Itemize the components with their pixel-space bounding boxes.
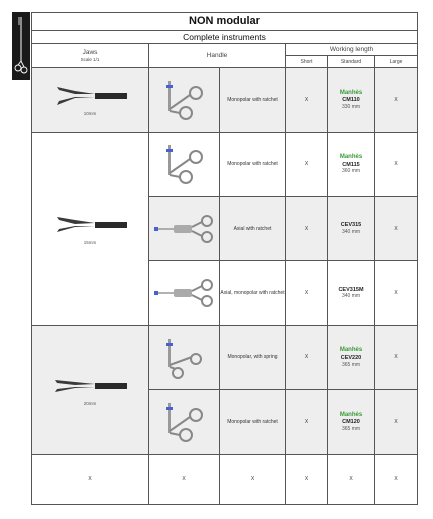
product-code: CM120: [342, 419, 360, 426]
axial-handle-icon: [152, 214, 216, 244]
jaw-cell-15mm: [32, 132, 149, 325]
handle-image-cell: [149, 68, 220, 132]
handle-image-cell: [149, 390, 220, 454]
sidebar-tab: [12, 12, 30, 80]
handle-description: Monopolar, with spring: [220, 325, 286, 389]
short-cell: X: [286, 325, 328, 389]
brand-label: Manhès: [339, 154, 363, 161]
length-value: 360 mm: [341, 168, 361, 175]
short-cell: X: [286, 132, 328, 196]
large-cell: X: [375, 261, 418, 325]
instrument-spec-table: [31, 12, 418, 505]
short-cell: X: [286, 197, 328, 261]
last-row-cell: X: [286, 454, 328, 504]
length-value: 330 mm: [341, 104, 361, 111]
product-code: CEV315: [340, 222, 362, 229]
jaw-size-label: 15mm: [83, 239, 97, 245]
length-value: 365 mm: [341, 426, 361, 433]
monopolar-spring-handle-icon: [156, 337, 212, 379]
header-standard: Standard: [328, 56, 375, 68]
large-cell: X: [375, 132, 418, 196]
large-cell: X: [375, 390, 418, 454]
header-working-length: Working length: [286, 44, 418, 56]
grasper-jaw-icon: [51, 373, 129, 399]
standard-cell: [328, 132, 375, 196]
jaw-size-label: 20mm: [83, 400, 97, 406]
last-row-cell: X: [32, 454, 149, 504]
product-code: CEV220: [340, 354, 362, 361]
scissors-instrument-icon: [14, 15, 28, 77]
page-title: NON modular: [32, 13, 418, 31]
jaw-cell-10mm: [32, 68, 149, 132]
page-subtitle: Complete instruments: [32, 31, 418, 44]
product-code: CM115: [342, 161, 360, 168]
standard-cell: [328, 390, 375, 454]
handle-description: Axial with ratchet: [220, 197, 286, 261]
short-cell: X: [286, 390, 328, 454]
monopolar-ratchet-handle-icon: [156, 401, 212, 443]
standard-cell: [328, 261, 375, 325]
handle-description: Monopolar with ratchet: [220, 68, 286, 132]
monopolar-ratchet-handle-icon: [156, 79, 212, 121]
large-cell: X: [375, 325, 418, 389]
product-code: CM110: [342, 97, 360, 104]
handle-image-cell: [149, 261, 220, 325]
brand-label: Manhès: [339, 89, 363, 96]
jaw-cell-20mm: [32, 325, 149, 454]
standard-cell: [328, 325, 375, 389]
length-value: 365 mm: [341, 361, 361, 368]
grasper-jaw-icon: [51, 83, 129, 109]
large-cell: X: [375, 68, 418, 132]
last-row-cell: X: [149, 454, 220, 504]
short-cell: X: [286, 68, 328, 132]
jaw-size-label: 10mm: [83, 111, 97, 117]
header-jaws-label: Jaws: [82, 48, 98, 56]
brand-label: Manhès: [339, 347, 363, 354]
header-handle: Handle: [149, 44, 286, 68]
large-cell: X: [375, 197, 418, 261]
header-short: Short: [286, 56, 328, 68]
monopolar-ratchet-handle-icon: [156, 143, 212, 185]
grasper-jaw-icon: [51, 212, 129, 238]
length-value: 340 mm: [341, 293, 361, 300]
short-cell: X: [286, 261, 328, 325]
last-row-cell: X: [375, 454, 418, 504]
length-value: 340 mm: [341, 229, 361, 236]
last-row-cell: X: [328, 454, 375, 504]
handle-description: Monopolar with ratchet: [220, 390, 286, 454]
standard-cell: [328, 68, 375, 132]
handle-image-cell: [149, 325, 220, 389]
handle-image-cell: [149, 197, 220, 261]
header-large: Large: [375, 56, 418, 68]
axial-handle-icon: [152, 278, 216, 308]
brand-label: Manhès: [339, 411, 363, 418]
handle-description: Axial, monopolar with ratchet: [220, 261, 286, 325]
handle-image-cell: [149, 132, 220, 196]
product-code: CEV315M: [338, 286, 364, 293]
standard-cell: [328, 197, 375, 261]
handle-description: Monopolar with ratchet: [220, 132, 286, 196]
header-jaws: [32, 44, 149, 68]
header-jaws-scale: Scale 1/1: [80, 57, 100, 62]
last-row-cell: X: [220, 454, 286, 504]
